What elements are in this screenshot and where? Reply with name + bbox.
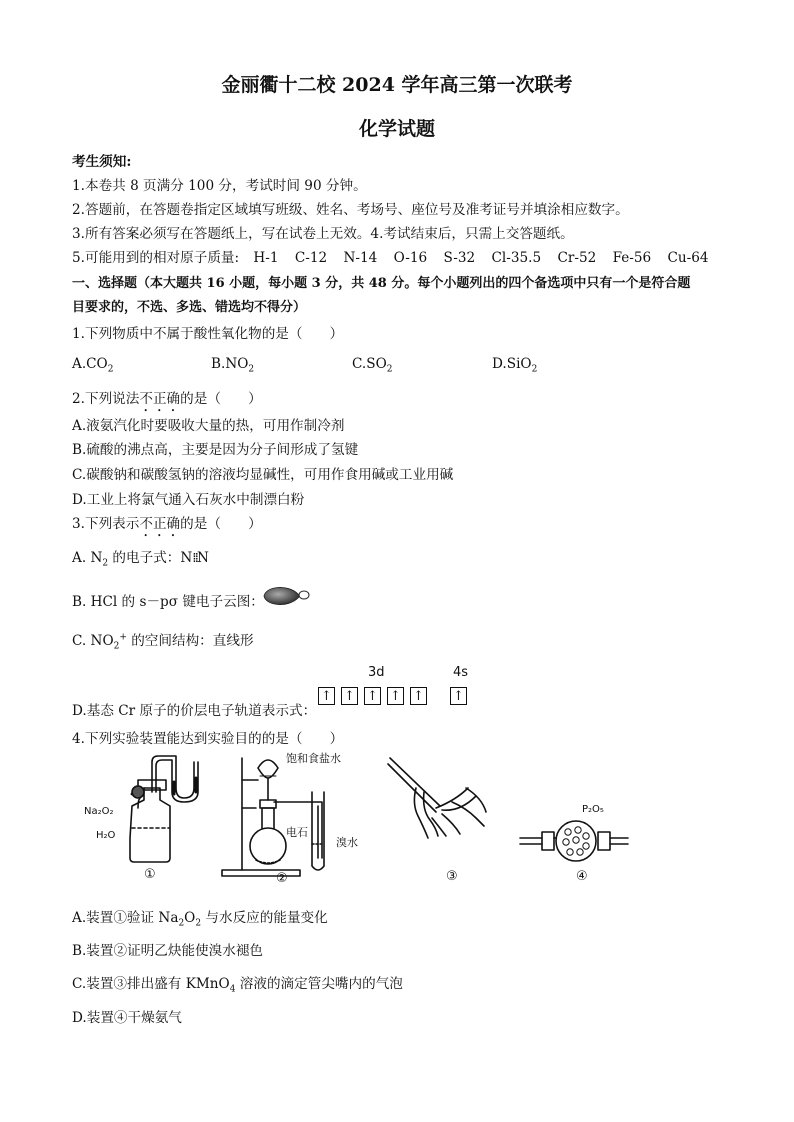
q2-emphasis: 不正确	[139, 391, 181, 407]
q2-option-b: B.硫酸的沸点高，主要是因为分子间形成了氢键	[72, 442, 359, 458]
fig2-label-bromine: 溴水	[336, 836, 358, 849]
atomic-mass-cr: Cr-52	[557, 250, 597, 266]
orbital-3d-5: ↑	[410, 687, 427, 705]
orbital-label-3d: 3d	[368, 665, 385, 680]
atomic-mass-o: O-16	[393, 250, 428, 266]
q3-option-b: B. HCl 的 s－pσ 键电子云图：	[72, 594, 264, 610]
atomic-mass-h: H-1	[253, 250, 279, 266]
notice-item-1: 1.本卷共 8 页满分 100 分，考试时间 90 分钟。	[72, 178, 367, 194]
q4-option-b: B.装置②证明乙炔能使溴水褪色	[72, 943, 264, 959]
fig4-label-p2o5: P₂O₅	[582, 804, 604, 815]
atomic-mass-line	[72, 246, 709, 266]
hcl-sigma-cloud-icon	[262, 584, 312, 608]
atomic-mass-cu: Cu-64	[667, 250, 709, 266]
exam-subtitle: 化学试题	[358, 118, 435, 140]
q1-option-c: $C.SO_2$	[352, 356, 393, 375]
notice-heading: 考生须知:	[72, 154, 132, 170]
q1-option-a: $A.CO_2$	[72, 356, 114, 375]
fig1-label-na2o2: Na₂O₂	[84, 806, 114, 817]
q4-option-a: A.装置①验证 $Na_2O_2$ 与水反应的能量变化	[72, 910, 328, 929]
orbital-3d-3: ↑	[364, 687, 381, 705]
q3-emphasis: 不正确	[139, 516, 181, 532]
q2-option-c: C.碳酸钠和碳酸氢钠的溶液均显碱性，可用作食用碱或工业用碱	[72, 467, 454, 483]
q4-option-c: C.装置③排出盛有 KMnO$_4$ 溶液的滴定管尖嘴内的气泡	[72, 976, 403, 995]
drying-granules	[563, 827, 589, 855]
atomic-mass-fe: Fe-56	[612, 250, 652, 266]
fig2-label-carbide: 电石	[286, 826, 308, 839]
fig2-label-brine: 饱和食盐水	[286, 752, 341, 765]
apparatus-1	[130, 756, 198, 862]
q4-stem: 4.下列实验装置能达到实验目的的是（ ）	[72, 731, 344, 747]
fig1-label-h2o: H₂O	[96, 830, 116, 841]
q1-option-b: $B.NO_2$	[211, 356, 255, 375]
triple-bond-dots: ⁞⁞	[192, 550, 197, 566]
q1-stem: 1.下列物质中不属于酸性氧化物的是（ ）	[72, 326, 344, 342]
section1-heading-cont: 目要求的，不选、多选、错选均不得分）	[72, 300, 307, 315]
q2-option-a: A.液氨汽化时要吸收大量的热，可用作制冷剂	[72, 418, 345, 434]
q3-option-c: C. $NO_2^+$ 的空间结构：直线形	[72, 632, 254, 652]
q3-option-d: D.基态 Cr 原子的价层电子轨道表示式：	[72, 703, 317, 719]
fig3-number: ③	[446, 869, 458, 884]
orbital-3d-boxes	[318, 687, 438, 705]
q4-apparatus-figure	[72, 748, 632, 888]
atomic-mass-s: S-32	[443, 250, 476, 266]
q3-stem: 3.下列表示不正确的是（ ）	[72, 516, 262, 532]
apparatus-4	[520, 821, 628, 861]
apparatus-3	[388, 758, 486, 838]
q3-option-a: A. $N_2$ 的电子式：N⁞⁞N	[72, 550, 209, 569]
apparatus-2	[222, 758, 324, 876]
exam-title: 金丽衢十二校 2024 学年高三第一次联考	[221, 74, 573, 96]
fig1-number: ①	[144, 867, 156, 882]
orbital-3d-2: ↑	[341, 687, 358, 705]
notice-item-2: 2.答题前，在答题卷指定区域填写班级、姓名、考场号、座位号及准考证号并填涂相应数字。	[72, 202, 629, 218]
orbital-4s-1: ↑	[450, 687, 467, 705]
q2-option-d: D.工业上将氯气通入石灰水中制漂白粉	[72, 492, 305, 508]
q2-stem: 2.下列说法不正确的是（ ）	[72, 391, 262, 407]
orbital-3d-4: ↑	[387, 687, 404, 705]
section1-heading: 一、选择题（本大题共 16 小题，每小题 3 分，共 48 分。每个小题列出的四个备选项中只有一个是符合题	[72, 276, 691, 291]
q4-option-d: D.装置④干燥氨气	[72, 1010, 182, 1026]
fig2-number: ②	[276, 871, 288, 886]
q1-option-d: D.SiO$_2$	[492, 356, 538, 375]
orbital-4s-box	[450, 687, 470, 705]
notice-item-3: 3.所有答案必须写在答题纸上，写在试卷上无效。4.考试结束后，只需上交答题纸。	[72, 226, 574, 242]
atomic-mass-cl: Cl-35.5	[491, 250, 542, 266]
atomic-mass-prefix: 5.可能用到的相对原子质量:	[72, 250, 240, 266]
orbital-label-4s: 4s	[453, 665, 469, 680]
orbital-3d-1: ↑	[318, 687, 335, 705]
atomic-mass-n: N-14	[343, 250, 378, 266]
fig4-number: ④	[576, 869, 588, 884]
atomic-mass-c: C-12	[294, 250, 328, 266]
